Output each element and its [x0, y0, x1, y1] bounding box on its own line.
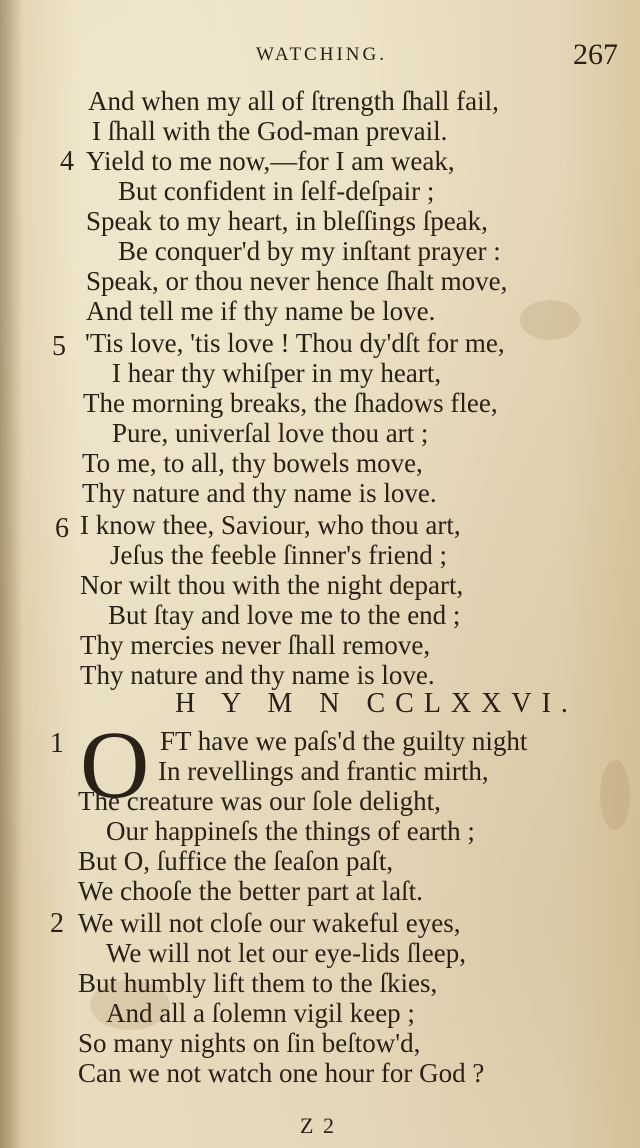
spine-shadow [0, 0, 22, 1148]
verse-line: We will not let our eye-lids ſleep, [106, 938, 466, 968]
stanza-number: 6 [55, 513, 69, 544]
verse-line: In revellings and frantic mirth, [158, 756, 489, 786]
verse-line: And all a ſolemn vigil keep ; [106, 998, 415, 1028]
verse-line: FT have we paſs'd the guilty night [160, 726, 528, 756]
foxing-stain [520, 300, 580, 340]
signature-mark: Z 2 [300, 1113, 336, 1138]
verse-line: But humbly lift them to the ſkies, [78, 968, 438, 998]
verse-line: Jeſus the feeble ſinner's friend ; [110, 540, 447, 570]
verse-line: Thy nature and thy name is love. [82, 478, 437, 508]
foxing-stain [600, 760, 630, 830]
verse-line: We will not cloſe our wakeful eyes, [78, 908, 461, 938]
verse-line: But ſtay and love me to the end ; [108, 600, 461, 630]
verse-line: Speak, or thou never hence ſhalt move, [86, 266, 508, 296]
stanza-number: 2 [50, 908, 64, 939]
stanza-number: 4 [60, 146, 74, 177]
verse-line: Pure, univerſal love thou art ; [112, 418, 429, 448]
verse-line: Our happineſs the things of earth ; [106, 816, 475, 846]
verse-line: I know thee, Saviour, who thou art, [80, 510, 461, 540]
verse-line: Can we not watch one hour for God ? [78, 1058, 485, 1088]
hymn-title: H Y M N CCLXXVI. [175, 688, 578, 719]
running-head: WATCHING. [256, 44, 387, 65]
verse-line: The creature was our ſole delight, [78, 786, 441, 816]
verse-line: Thy nature and thy name is love. [80, 660, 435, 690]
verse-line: To me, to all, thy bowels move, [82, 448, 423, 478]
verse-line: Thy mercies never ſhall remove, [80, 630, 431, 660]
verse-line: And when my all of ſtrength ſhall fail, [88, 86, 499, 116]
verse-line: I ſhall with the God-man prevail. [92, 116, 448, 146]
stanza-number: 5 [52, 331, 66, 362]
verse-line: We chooſe the better part at laſt. [78, 876, 423, 906]
verse-line: 'Tis love, 'tis love ! Thou dy'dſt for me, [85, 328, 505, 358]
verse-line: But O, ſuffice the ſeaſon paſt, [78, 846, 394, 876]
stanza-number: 1 [50, 728, 64, 759]
verse-line: But confident in ſelf-deſpair ; [118, 176, 435, 206]
verse-line: Nor wilt thou with the night depart, [80, 570, 464, 600]
verse-line: The morning breaks, the ſhadows flee, [83, 388, 498, 418]
verse-line: Yield to me now,—for I am weak, [86, 146, 455, 176]
verse-line: I hear thy whiſper in my heart, [112, 358, 442, 388]
page-number: 267 [573, 38, 618, 71]
drop-cap: O [80, 711, 150, 818]
verse-line: So many nights on ſin beſtow'd, [78, 1028, 421, 1058]
verse-line: And tell me if thy name be love. [86, 296, 436, 326]
verse-line: Be conquer'd by my inſtant prayer : [118, 236, 501, 266]
verse-line: Speak to my heart, in bleſſings ſpeak, [86, 206, 488, 236]
